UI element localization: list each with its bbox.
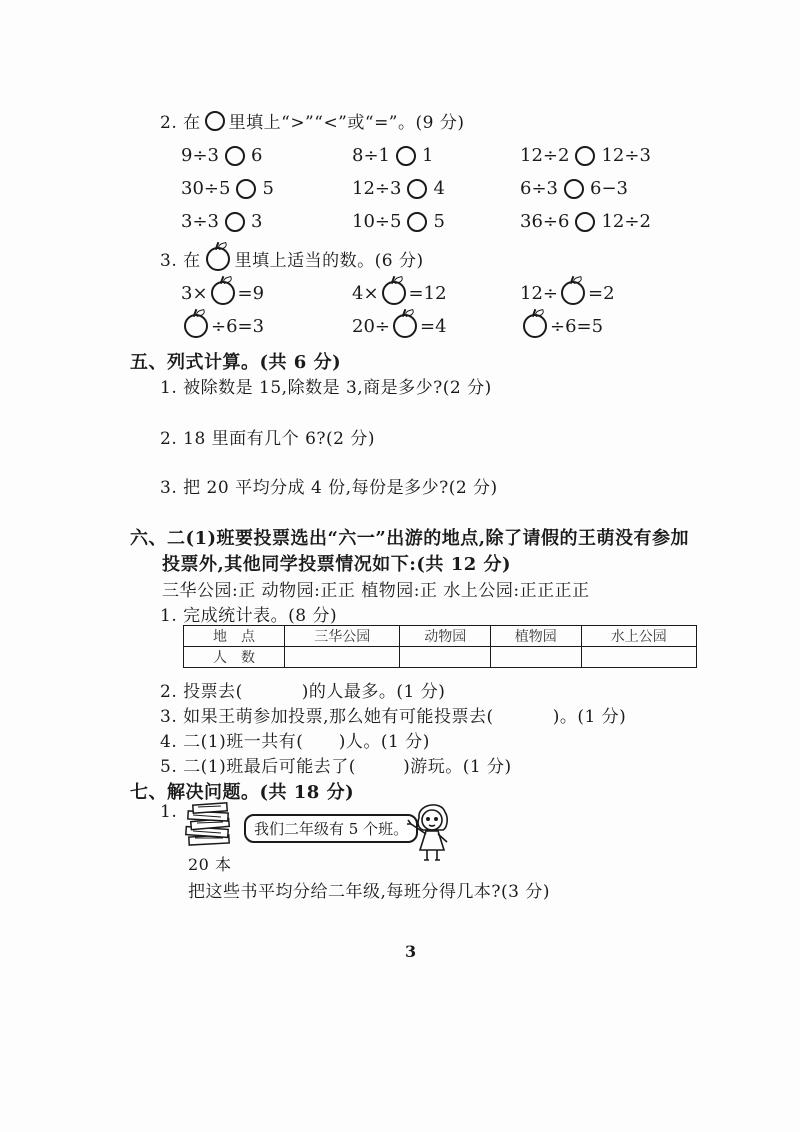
tally-line: 三华公园:正 动物园:正正 植物园:正 水上公园:正正正正 <box>162 581 590 601</box>
apple-answer-slot[interactable] <box>184 314 208 338</box>
answer-circle[interactable] <box>407 212 427 232</box>
table-header-cell: 植物园 <box>490 626 581 647</box>
section5-heading: 五、列式计算。(共 6 分) <box>130 352 342 373</box>
q3-item-2: 4× =12 <box>352 282 447 304</box>
books-count-label: 20 本 <box>188 855 232 874</box>
table-answer-cell[interactable] <box>581 647 696 668</box>
table-row <box>184 647 697 668</box>
answer-circle[interactable] <box>236 179 256 199</box>
section7-question-1-text: 把这些书平均分给二年级,每班分得几本?(3 分) <box>188 882 551 902</box>
q2-item-5: 12÷3 4 <box>352 178 445 199</box>
q3-title-prefix: 3. 在 <box>160 251 201 271</box>
page-number: 3 <box>405 942 417 961</box>
circle-icon <box>205 111 225 131</box>
section6-heading-line1: 六、二(1)班要投票选出“六一”出游的地点,除了请假的王萌没有参加 <box>130 528 690 549</box>
q3-item-6: ÷6=5 <box>520 314 603 338</box>
apple-answer-slot[interactable] <box>523 314 547 338</box>
q2-title-rest: 里填上“>”“<”或“=”。(9 分) <box>228 113 465 133</box>
speech-bubble: 我们二年级有 5 个班。 <box>244 814 418 843</box>
girl-icon <box>405 798 465 864</box>
table-row <box>184 626 697 647</box>
section7-question-1-number: 1. <box>160 802 178 822</box>
table-answer-cell[interactable] <box>490 647 581 668</box>
table-header-cell: 动物园 <box>400 626 491 647</box>
apple-answer-slot[interactable] <box>211 281 235 305</box>
q2-item-7: 3÷3 3 <box>181 211 263 232</box>
section6-question-5: 5. 二(1)班最后可能去了( )游玩。(1 分) <box>160 757 512 777</box>
apple-answer-slot[interactable] <box>393 314 417 338</box>
answer-circle[interactable] <box>396 146 416 166</box>
table-header-cell: 水上公园 <box>581 626 696 647</box>
section6-question-1: 1. 完成统计表。(8 分) <box>160 606 338 626</box>
apple-answer-slot[interactable] <box>561 281 585 305</box>
section5-question-3: 3. 把 20 平均分成 4 份,每份是多少?(2 分) <box>160 478 498 498</box>
q3-item-3: 12÷ =2 <box>520 282 615 304</box>
q2-title-prefix: 2. 在 <box>160 113 201 133</box>
answer-circle[interactable] <box>575 146 595 166</box>
table-answer-cell[interactable] <box>285 647 400 668</box>
apple-answer-slot[interactable] <box>382 281 406 305</box>
q2-item-8: 10÷5 5 <box>352 211 445 232</box>
answer-circle[interactable] <box>225 146 245 166</box>
table-header-cell: 地 点 <box>184 626 285 647</box>
statistics-table <box>183 625 697 668</box>
answer-circle[interactable] <box>225 212 245 232</box>
table-header-cell: 人 数 <box>184 647 285 668</box>
section6-question-3: 3. 如果王萌参加投票,那么她有可能投票去( )。(1 分) <box>160 707 627 727</box>
q3-item-5: 20÷ =4 <box>352 315 447 337</box>
q3-title-rest: 里填上适当的数。(6 分) <box>234 251 424 271</box>
table-header-cell: 三华公园 <box>285 626 400 647</box>
section6-question-2: 2. 投票去( )的人最多。(1 分) <box>160 682 446 702</box>
section5-question-2: 2. 18 里面有几个 6?(2 分) <box>160 429 375 449</box>
q3-title <box>160 246 424 271</box>
books-stack-icon <box>183 800 235 848</box>
answer-circle[interactable] <box>564 179 584 199</box>
section6-heading-line2: 投票外,其他同学投票情况如下:(共 12 分) <box>162 554 512 575</box>
q2-item-4: 30÷5 5 <box>181 178 274 199</box>
q2-item-3: 12÷2 12÷3 <box>520 145 651 166</box>
q2-item-1: 9÷3 6 <box>181 145 263 166</box>
answer-circle[interactable] <box>575 212 595 232</box>
q3-item-4: ÷6=3 <box>181 314 264 338</box>
apple-icon <box>206 247 230 271</box>
table-answer-cell[interactable] <box>400 647 491 668</box>
q3-item-1: 3× =9 <box>181 282 265 304</box>
answer-circle[interactable] <box>407 179 427 199</box>
q2-item-2: 8÷1 1 <box>352 145 434 166</box>
section5-question-1: 1. 被除数是 15,除数是 3,商是多少?(2 分) <box>160 378 492 398</box>
section6-question-4: 4. 二(1)班一共有( )人。(1 分) <box>160 732 430 752</box>
q2-item-9: 36÷6 12÷2 <box>520 211 651 232</box>
q2-title <box>160 108 465 133</box>
q2-item-6: 6÷3 6−3 <box>520 178 628 199</box>
section7-heading: 七、解决问题。(共 18 分) <box>130 782 355 803</box>
